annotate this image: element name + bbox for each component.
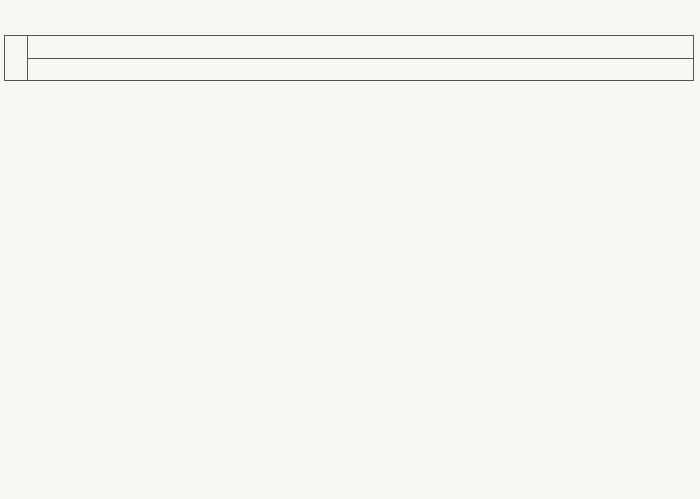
pipe-mass-table bbox=[4, 35, 694, 81]
mass-header bbox=[28, 58, 694, 81]
wall-thickness-header bbox=[28, 36, 694, 59]
outer-diameter-header bbox=[5, 36, 28, 81]
